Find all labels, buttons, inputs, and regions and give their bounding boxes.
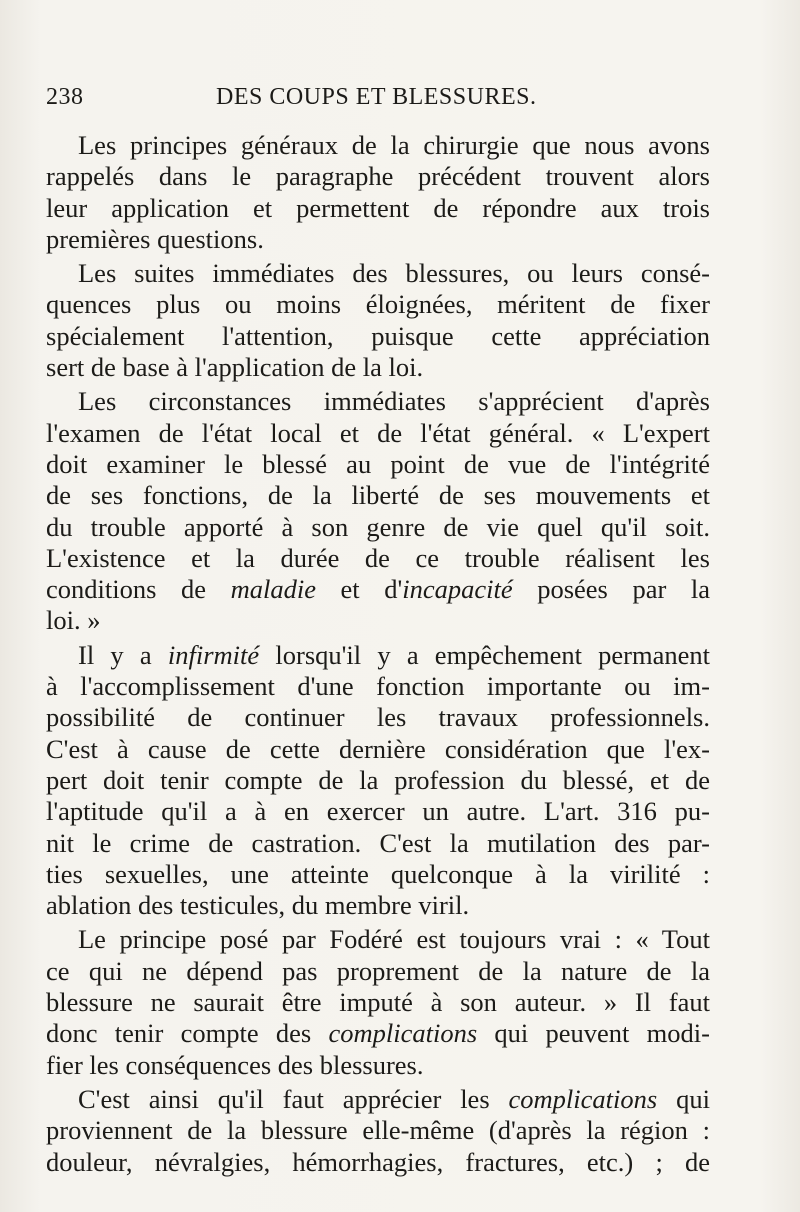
text-line: Les principes généraux de la chirurgie que nous avons [78, 130, 710, 160]
text-line: spécialement l'attention, puisque cette appréciation [46, 320, 710, 351]
text-line: loi. » [46, 605, 101, 636]
text-line: douleur, névralgies, hémorrhagies, fractures, etc.) ; de [46, 1146, 710, 1177]
text-line: nit le crime de castration. C'est la mutilation des par- [46, 827, 710, 858]
text-line: proviennent de la blessure elle-même (d'après la région : [46, 1115, 710, 1146]
text-line: l'aptitude qu'il a à en exercer un autre. L'art. 316 pu- [46, 796, 710, 827]
text-line: conditions de maladie et d'incapacité posées par la [46, 574, 710, 605]
text-line: sert de base à l'application de la loi. [46, 352, 424, 383]
text-line: possibilité de continuer les travaux professionnels. [46, 702, 710, 733]
paragraph [46, 924, 710, 1080]
text-line: du trouble apporté à son genre de vie quel qu'il soit. [46, 511, 710, 542]
text-line: Les circonstances immédiates s'apprécient d'après [78, 386, 710, 417]
body-text [46, 130, 710, 1181]
text-line: leur application et permettent de répondre aux trois [46, 192, 710, 223]
text-line: C'est ainsi qu'il faut apprécier les complications qui [78, 1083, 710, 1114]
text-line: L'existence et la durée de ce trouble réalisent les [46, 542, 710, 573]
text-line: fier les conséquences des blessures. [46, 1049, 424, 1080]
paragraph [46, 1084, 710, 1178]
paragraph [46, 258, 710, 383]
text-line: doit examiner le blessé au point de vue de l'intégrité [46, 448, 710, 479]
text-line: ce qui ne dépend pas proprement de la nature de la [46, 955, 710, 986]
paragraph [46, 130, 710, 255]
paragraph [46, 640, 710, 922]
text-line: donc tenir compte des complications qui peuvent modi- [46, 1018, 710, 1049]
text-line: à l'accomplissement d'une fonction importante ou im- [46, 671, 710, 702]
text-line: quences plus ou moins éloignées, méritent de fixer [46, 289, 710, 320]
text-line: C'est à cause de cette dernière considération que l'ex- [46, 733, 710, 764]
text-line: ties sexuelles, une atteinte quelconque à la virilité : [46, 858, 710, 889]
page-header [46, 84, 706, 118]
text-line: Il y a infirmité lorsqu'il y a empêchement permanent [78, 639, 710, 670]
running-title: DES COUPS ET BLESSURES. [216, 84, 537, 110]
text-line: Les suites immédiates des blessures, ou leurs consé- [78, 258, 710, 289]
text-line: pert doit tenir compte de la profession du blessé, et de [46, 764, 710, 795]
paragraph [46, 386, 710, 636]
text-line: ablation des testicules, du membre viril. [46, 890, 470, 921]
text-line: blessure ne saurait être imputé à son auteur. » Il faut [46, 987, 710, 1018]
page-number: 238 [46, 84, 84, 110]
text-line: premières questions. [46, 223, 264, 254]
text-line: rappelés dans le paragraphe précédent trouvent alors [46, 161, 710, 192]
text-line: de ses fonctions, de la liberté de ses mouvements et [46, 480, 710, 511]
text-line: Le principe posé par Fodéré est toujours vrai : « Tout [78, 924, 710, 955]
text-line: l'examen de l'état local et de l'état général. « L'expert [46, 417, 710, 448]
